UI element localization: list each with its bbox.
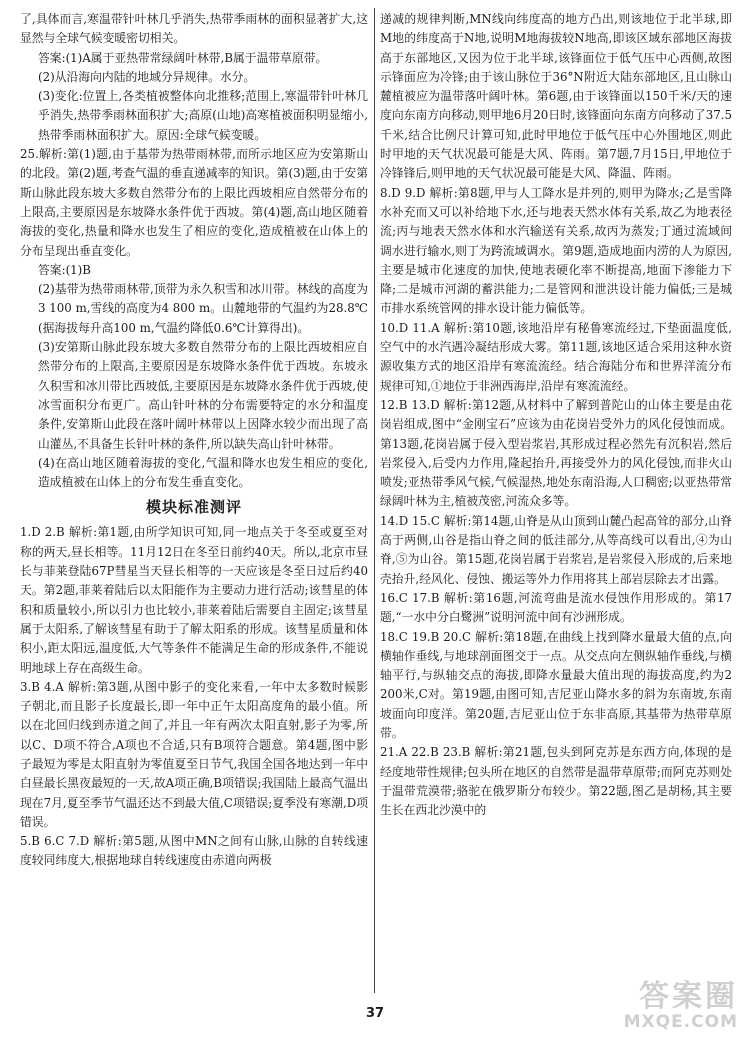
question-explanation: 21.A 22.B 23.B 解析:第21题,包头到阿克苏是东西方向,体现的是经度地带性规律;包头所在地区的自然带是温带草原带;而阿克苏则处于温带荒漠带;骆驼在俄罗斯分布较少。第22题,图乙是胡杨,其主要生长在西北沙漠中的	[380, 745, 732, 818]
answer-line: (4)在高山地区随着海拔的变化,气温和降水也发生相应的变化,造成植被在山体上的分布发生垂直变化。	[38, 455, 368, 490]
right-column	[380, 10, 732, 820]
answer-line: (3)安第斯山脉此段东坡大多数自然带分布的上限比西坡相应自然带分布的上限高,主要原因是东坡降水条件优于西坡。东坡永久积雪和冰川带比西坡低,主要原因是东坡降水条件优于西坡,使冰雪面积分布更广。高山针叶林的分布需要特定的水分和温度条件,安第斯山此段在落叶阔叶林带以上因降水较少而出现了高山灌丛,不具备生长针叶林的条件,所以缺失高山针叶林带。	[38, 340, 368, 451]
left-column	[20, 10, 368, 871]
question-explanation: 25.解析:第(1)题,由于基带为热带雨林带,而所示地区应为安第斯山的北段。第(2)题,考查气温的垂直递减率的知识。第(3)题,由于安第斯山脉此段东坡大多数自然带分布的上限比西坡相应自然带分布的上限高,主要原因是东坡降水条件优于西坡。第(4)题,高山地区随着海拔的变化,热量和降水也发生了相应的变化,造成植被在山体上的分布呈现出垂直变化。	[20, 147, 368, 258]
column-divider	[374, 8, 375, 993]
question-explanation: 16.C 17.B 解析:第16题,河流弯曲是流水侵蚀作用形成的。第17题,“一水中分白鹭洲”说明河流中间有沙洲形成。	[380, 590, 732, 625]
section-title: 模块标准测评	[145, 498, 242, 517]
watermark-logo	[623, 979, 738, 1032]
page-number: 37	[365, 1006, 385, 1021]
paragraph: 递减的规律判断,MN线向纬度高的地方凸出,则该地位于北半球,即M地的纬度高于N地,说明M地海拔较N地高,即该区域东部地区海拔高于东部地区,又因为位于北半球,该锋面位于低气压中心西侧,故图示锋面应为冷锋;由于该山脉位于36°N附近大陆东部地区,且山脉山麓植被应为温带落叶阔叶林。第6题,由于该锋面以150千米/天的速度向东南方向移动,则甲地6月20日时,该锋面向东南方向移动了37.5千米,结合比例尺计算可知,此时甲地位于低气压中心外围地区,则此时甲地的天气状况最可能是大风、阵雨。第7题,7月15日,甲地位于冷锋锋后,则甲地的天气状况最可能是大风、降温、阵雨。	[380, 12, 732, 181]
question-explanation: 14.D 15.C 解析:第14题,山脊是从山顶到山麓凸起高耸的部分,山脊高于两侧,山谷是指山脊之间的低洼部分,从等高线可以看出,④为山脊,⑤为山谷。第15题,花岗岩属于岩浆岩,是岩浆侵入形成的,后来地壳抬升,经风化、侵蚀、搬运等外力作用将其上部岩层除去才出露。	[380, 513, 732, 586]
watermark-url: MXQE.COM	[623, 1012, 738, 1032]
answer-line: 答案:(1)B	[38, 262, 91, 277]
watermark-text: 答案圈	[639, 979, 738, 1014]
answer-line: 答案:(1)A属于亚热带常绿阔叶林带,B属于温带草原带。	[38, 50, 328, 65]
question-explanation: 18.C 19.B 20.C 解析:第18题,在曲线上找到降水量最大值的点,向横轴作垂线,与地球剖面图交于一点。从交点向左侧纵轴作垂线,与横轴平行,与纵轴交点的海拔,即降水量最大值出现的海拔高度,约为2 200米,C对。第19题,由图可知,吉尼亚山降水多的斜为东南坡,东南坡面向印度洋。第20题,吉尼亚山位于东非高原,其基带为热带草原带。	[380, 629, 732, 740]
question-explanation: 8.D 9.D 解析:第8题,甲与人工降水是并列的,则甲为降水;乙是雪降水补充而又可以补给地下水,还与地表天然水体有关系,故乙为地表径流;丙与地表天然水体和水汽输送有关系,故丙为蒸发;丁通过流域间调水进行输水,则丁为跨流域调水。第9题,造成地面内涝的人为原因,主要是城市化速度的加快,使地表硬化率不断提高,地面下渗能力下降;二是城市河湖的蓄洪能力;二是管网和泄洪设计能力偏低;三是城市排水系统管网的排水设计能力偏低等。	[380, 185, 732, 316]
question-explanation: 10.D 11.A 解析:第10题,该地沿岸有秘鲁寒流经过,下垫面温度低,空气中的水汽遇冷凝结形成大雾。第11题,该地区适合采用这种水资源收集方式的地区沿岸有寒流流经。结合海陆分布和世界洋流分布规律可知,①地位于非洲西海岸,沿岸有寒流流经。	[380, 320, 732, 393]
answer-line: (2)基带为热带雨林带,顶带为永久积雪和冰川带。林线的高度为3 100 m,雪线的高度为4 800 m。山麓地带的气温约为28.8℃(据海拔每升高100 m,气温约降低0.6℃计算得出)。	[38, 282, 368, 335]
question-explanation: 12.B 13.D 解析:第12题,从材料中了解到普陀山的山体主要是由花岗岩组成,图中“金刚宝石”应该为由花岗岩受外力的风化侵蚀而成。第13题,花岗岩属于侵入型岩浆岩,其形成过程必然先有沉积岩,然后岩浆侵入,后受内力作用,隆起抬升,再接受外力的风化侵蚀,而非火山喷发;亚热带季风气候,气候湿热,地处东南沿海,人口稠密;以亚热带常绿阔叶林为主,植被茂密,河流众多等。	[380, 397, 732, 509]
answer-line: (3)变化:位置上,各类植被整体向北推移;范围上,寒温带针叶林几乎消失,热带季雨林面积扩大;高原(山地)高寒植被面积明显缩小,热带季雨林面积扩大。原因:全球气候变暖。	[38, 89, 368, 142]
paragraph: 了,具体而言,寒温带针叶林几乎消失,热带季雨林的面积显著扩大,这显然与全球气候变暖密切相关。	[20, 12, 368, 46]
question-explanation: 1.D 2.B 解析:第1题,由所学知识可知,同一地点关于冬至或夏至对称的两天,昼长相等。11月12日在冬至日前约40天。所以,北京市昼长与菲莱登陆67P彗星当天昼长相等的一天应该是冬至日过后约40天。第2题,菲莱着陆后以太阳能作为主要动力进行活动;该彗星的体积和质量较小,所以引力也比较小,菲莱着陆后需要自主固定;该彗星属于太阳系,了解该彗星有助于了解太阳系的形成。该彗星质量和体积小,距太阳远,温度低,大气等条件不能满足生命的形成条件,不能说明地球上存在高级生命。	[20, 525, 368, 675]
question-explanation: 5.B 6.C 7.D 解析:第5题,从图中MN之间有山脉,山脉的自转线速度较同纬度大,根据地球自转线速度由赤道向两极	[20, 834, 368, 868]
answer-line: (2)从沿海向内陆的地域分异规律。水分。	[38, 69, 256, 84]
question-explanation: 3.B 4.A 解析:第3题,从图中影子的变化来看,一年中太多数时候影子朝北,而且影子长度最长,即一年中正午太阳高度角的最小值。所以在北回归线到赤道之间了,并且一年有两次太阳直射,影子为零,所以C、D项不符合,A项也不合适,只有B项符合题意。第4题,图中影子最短为零是太阳直射为零值夏至日节气,我国全国各地达到一年中白昼最长黑夜最短的一天,故A项正确,B项错误;我国陆上最高气温出现在7月,夏至季节气温还达不到最大值,C项错误;夏季没有寒潮,D项错误。	[20, 679, 368, 829]
